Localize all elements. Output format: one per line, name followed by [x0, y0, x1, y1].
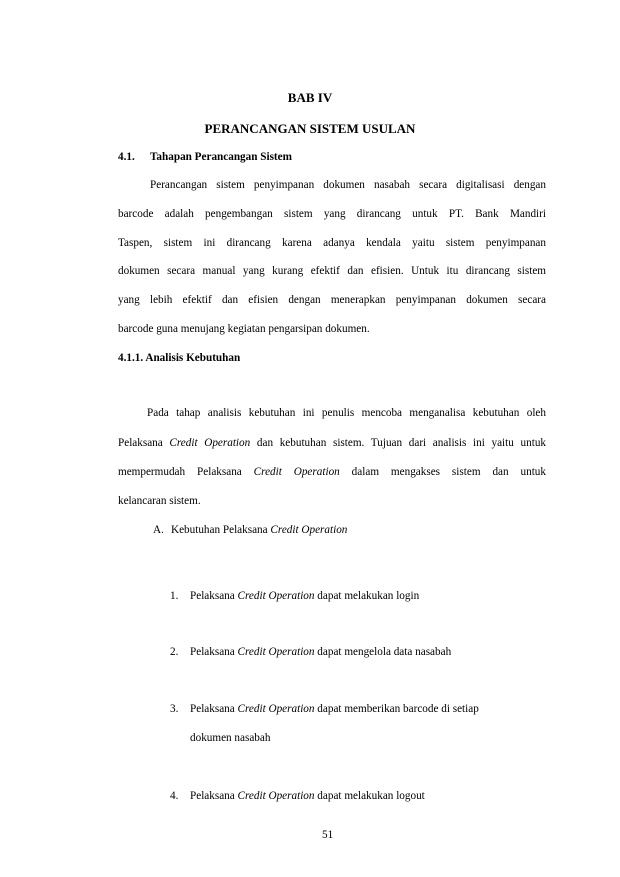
list-item: 2. Pelaksana Credit Operation dapat mengelola data nasabah: [170, 646, 452, 658]
subsection-title: Analisis Kebutuhan: [145, 352, 241, 364]
page-number: 51: [322, 829, 334, 841]
section-heading: [118, 151, 292, 163]
list-heading: A. Kebutuhan Pelaksana Credit Operation: [153, 524, 348, 536]
chapter-heading: BAB IV: [287, 90, 333, 105]
list-item: 1. Pelaksana Credit Operation dapat melakukan login: [170, 590, 420, 602]
subsection-number: 4.1.1.: [118, 352, 144, 364]
paragraph-line: mempermudah Pelaksana Credit Operation dalam mengakses sistem dan untuk: [118, 466, 546, 478]
paragraph-line: kelancaran sistem.: [118, 495, 201, 507]
list-item: 4. Pelaksana Credit Operation dapat melakukan logout: [170, 790, 425, 802]
list-item: 3. Pelaksana Credit Operation dapat memberikan barcode di setiap: [170, 703, 479, 715]
list-item-continuation: dokumen nasabah: [190, 732, 271, 744]
paragraph-line: dokumen secara manual yang kurang efektif dan efisien. Untuk itu dirancang sistem: [118, 265, 546, 277]
paragraph-line: Perancangan sistem penyimpanan dokumen nasabah secara digitalisasi dengan: [150, 179, 546, 191]
section-title: Tahapan Perancangan Sistem: [150, 151, 292, 163]
subsection-heading: [118, 352, 240, 364]
paragraph-line: Pada tahap analisis kebutuhan ini penulis mencoba menganalisa kebutuhan oleh: [147, 407, 546, 419]
paragraph-line: barcode guna menujang kegiatan pengarsipan dokumen.: [118, 323, 370, 335]
paragraph-line: Taspen, sistem ini dirancang karena adanya kendala yaitu sistem penyimpanan: [118, 237, 546, 249]
section-number: 4.1.: [118, 151, 135, 163]
paragraph-line: barcode adalah pengembangan sistem yang dirancang untuk PT. Bank Mandiri: [118, 208, 546, 220]
paragraph-line: Pelaksana Credit Operation dan kebutuhan sistem. Tujuan dari analisis ini yaitu untuk: [118, 437, 547, 449]
paragraph-line: yang lebih efektif dan efisien dengan menerapkan penyimpanan dokumen secara: [118, 294, 546, 306]
chapter-title: PERANCANGAN SISTEM USULAN: [204, 121, 416, 136]
